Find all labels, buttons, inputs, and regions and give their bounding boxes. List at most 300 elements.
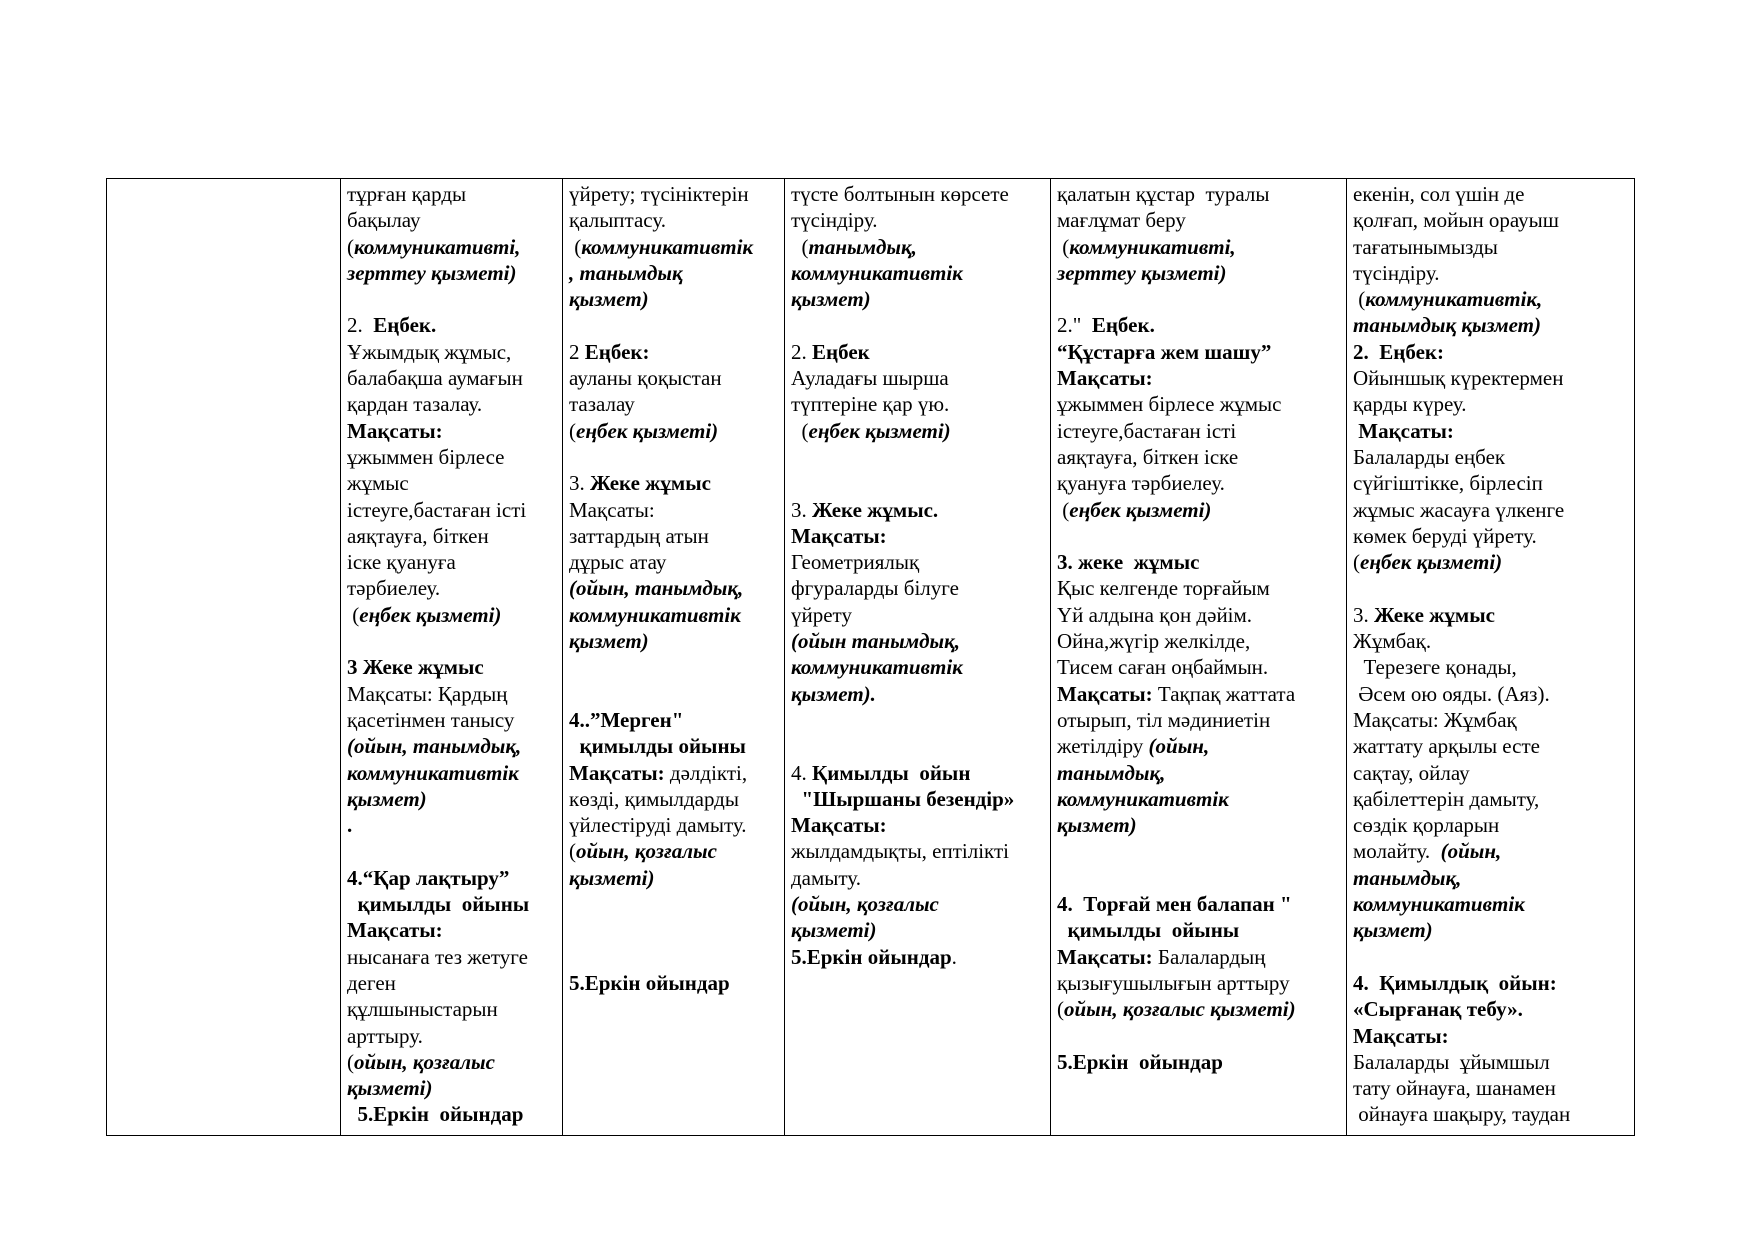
cell-line [1353, 181, 1630, 207]
text-run: қызметі) [569, 865, 655, 890]
text-run: қызмет) [569, 287, 649, 312]
text-run: танымдық, [1057, 760, 1166, 785]
text-run: 4. Қимылдық ойын: [1353, 970, 1557, 995]
cell-line [1057, 260, 1342, 286]
cell-line [1353, 575, 1630, 601]
cell-line [347, 838, 558, 864]
cell-line [791, 339, 1046, 365]
cell-line [347, 786, 558, 812]
cell-line [569, 681, 780, 707]
text-run: ( [569, 234, 582, 259]
cell-line [1057, 944, 1342, 970]
cell-line [569, 391, 780, 417]
cell-line [1057, 838, 1342, 864]
text-run: 5.Еркін ойындар [347, 1102, 524, 1127]
cell-line [1057, 339, 1342, 365]
cell-line [1353, 812, 1630, 838]
text-run: Мақсаты: [1353, 1023, 1449, 1048]
cell-line [791, 891, 1046, 917]
text-run: коммуникативтік [791, 655, 963, 680]
text-run: Қыс келгенде торғайым [1057, 576, 1270, 601]
text-run: ойын, қозғалыс [354, 1049, 495, 1074]
cell-line [347, 970, 558, 996]
text-run: қызметі) [347, 1076, 433, 1101]
text-run: Мақсаты: [1057, 366, 1153, 391]
text-run: танымдық қызмет) [1353, 313, 1541, 338]
cell-line [1353, 602, 1630, 628]
activity-cell [341, 179, 563, 1136]
text-run: (ойын, танымдық, [569, 576, 744, 601]
text-run: 3. [791, 497, 812, 522]
cell-line [1353, 654, 1630, 680]
cell-line [791, 418, 1046, 444]
text-run: Жеке жұмыс. [812, 497, 939, 522]
cell-line [1057, 760, 1342, 786]
text-run: тазалау [569, 392, 635, 417]
cell-line [1353, 681, 1630, 707]
text-run: Ұжымдық жұмыс, [347, 339, 512, 364]
text-run: нысанаға тез жетуге [347, 944, 528, 969]
text-run: Тақпақ жаттата [1157, 681, 1296, 706]
text-run: ( [347, 1049, 354, 1074]
cell-line [1353, 1023, 1630, 1049]
text-run: Мақсаты: [569, 760, 670, 785]
cell-line [1353, 733, 1630, 759]
text-run: тағатынымызды [1353, 234, 1498, 259]
text-run: 3. жеке жұмыс [1057, 550, 1200, 575]
activity-cell [1051, 179, 1347, 1136]
cell-line [791, 286, 1046, 312]
cell-line [347, 917, 558, 943]
text-run: қызмет) [1353, 918, 1433, 943]
cell-line [569, 286, 780, 312]
cell-line [569, 181, 780, 207]
text-run: Еңбек. [373, 313, 437, 338]
text-run: ұжыммен бірлесе [347, 444, 505, 469]
cell-line [347, 1049, 558, 1075]
cell-line [791, 391, 1046, 417]
text-run: 3. [1353, 602, 1374, 627]
text-run: ( [1353, 287, 1366, 312]
text-run: зерттеу қызметі) [347, 260, 517, 285]
cell-line [347, 575, 558, 601]
cell-line [347, 865, 558, 891]
text-run: қызмет) [791, 287, 871, 312]
cell-line [347, 286, 558, 312]
cell-line [791, 575, 1046, 601]
text-run: қалыптасу. [569, 208, 666, 233]
text-run: (ойын, танымдық, [347, 734, 522, 759]
activity-cell [1347, 179, 1635, 1136]
text-run: Терезеге қонады, [1353, 655, 1517, 680]
text-run: Қимылды ойын [812, 760, 971, 785]
text-run: ( [347, 234, 354, 259]
text-run: 4.“Қар лақтыру” [347, 865, 510, 890]
text-run: молайту. [1353, 839, 1441, 864]
text-run: дәлдікті, [669, 760, 748, 785]
text-run: үйрету [791, 602, 852, 627]
text-run: көмек беруді үйрету. [1353, 523, 1537, 548]
cell-line [1057, 549, 1342, 575]
text-run: Мақсаты: [1353, 418, 1454, 443]
cell-line [1057, 575, 1342, 601]
text-run: Үй алдына қон дәйім. [1057, 602, 1253, 627]
text-run: (ойын, қозғалыс [791, 892, 939, 917]
text-run: еңбек қызметі) [1069, 497, 1212, 522]
text-run: ( [791, 234, 809, 259]
cell-line [1057, 286, 1342, 312]
text-run: 2. Еңбек: [1353, 339, 1444, 364]
text-run: түптеріне қар үю. [791, 392, 950, 417]
schedule-table [106, 178, 1635, 1136]
cell-line [1353, 234, 1630, 260]
text-run: іске қуануға [347, 550, 456, 575]
cell-line [1353, 339, 1630, 365]
text-run: қызығушылығын арттыру [1057, 970, 1290, 995]
cell-line [569, 312, 780, 338]
cell-line [1057, 207, 1342, 233]
cell-line [569, 917, 780, 943]
cell-line [1057, 181, 1342, 207]
cell-line [791, 707, 1046, 733]
cell-line [791, 786, 1046, 812]
cell-line [1057, 917, 1342, 943]
text-run: істеуге,бастаған істі [1057, 418, 1237, 443]
text-run: 2." [1057, 313, 1092, 338]
cell-line [1057, 707, 1342, 733]
activity-cell [563, 179, 785, 1136]
text-run: қалатын құстар туралы [1057, 182, 1270, 206]
text-run: Мақсаты: [1057, 681, 1158, 706]
cell-line [791, 602, 1046, 628]
cell-line [791, 181, 1046, 207]
cell-line [347, 365, 558, 391]
text-run: қасетінмен танысу [347, 707, 515, 732]
text-run: коммуникативтік [569, 602, 741, 627]
cell-line [1057, 444, 1342, 470]
text-run: ойын, қозғалыс қызметі) [1064, 997, 1296, 1022]
text-run: ойнауға шақыру, таудан [1353, 1102, 1571, 1127]
cell-line [1057, 365, 1342, 391]
text-run: мағлұмат беру [1057, 208, 1186, 233]
text-run: қабілеттерін дамыту, [1353, 786, 1540, 811]
text-run: ( [1353, 550, 1360, 575]
text-run: ойын, қозғалыс [576, 839, 717, 864]
cell-line [1057, 996, 1342, 1022]
cell-line [347, 760, 558, 786]
cell-line [791, 838, 1046, 864]
cell-line [1353, 865, 1630, 891]
text-run: көзді, қимылдарды [569, 786, 739, 811]
cell-line [347, 733, 558, 759]
text-run: құлшыныстарын [347, 997, 498, 1022]
cell-line [569, 865, 780, 891]
text-run: ауланы қоқыстан [569, 366, 722, 391]
text-run: Балалардың [1157, 944, 1266, 969]
cell-line [1057, 312, 1342, 338]
text-run: "Шыршаны безендір» [791, 786, 1015, 811]
text-run: Еңбек [812, 339, 870, 364]
cell-line [1353, 523, 1630, 549]
cell-line [1057, 523, 1342, 549]
cell-line [569, 838, 780, 864]
cell-line [1057, 865, 1342, 891]
cell-line [347, 418, 558, 444]
cell-line [791, 917, 1046, 943]
text-run: дұрыс атау [569, 550, 667, 575]
cell-line [1353, 707, 1630, 733]
cell-line [569, 523, 780, 549]
text-run: сүйгіштікке, бірлесіп [1353, 471, 1543, 496]
cell-line [347, 1023, 558, 1049]
text-run: фгураларды білуге [791, 576, 959, 601]
text-run: Жеке жұмыс [1374, 602, 1495, 627]
text-run: (ойын, [1440, 839, 1502, 864]
cell-line [791, 549, 1046, 575]
text-run: Мақсаты: Жұмбақ [1353, 707, 1517, 732]
cell-line [569, 365, 780, 391]
cell-line [347, 654, 558, 680]
cell-line [791, 865, 1046, 891]
text-run: 2 [569, 339, 585, 364]
text-run: Мақсаты: [569, 497, 655, 522]
cell-line [347, 1101, 558, 1127]
text-run: сақтау, ойлау [1353, 760, 1470, 785]
cell-line [347, 628, 558, 654]
cell-line [1353, 418, 1630, 444]
text-run: “Құстарға жем шашу” [1057, 339, 1272, 364]
text-run: Ауладағы шырша [791, 366, 949, 391]
cell-line [791, 470, 1046, 496]
cell-line [1057, 470, 1342, 496]
cell-line [569, 602, 780, 628]
text-run: түсіндіру. [791, 208, 878, 233]
text-run: қызмет) [569, 629, 649, 654]
table-row [107, 179, 1635, 1136]
text-run: коммуникативтік [581, 234, 754, 259]
text-run: ұжыммен бірлесе жұмыс [1057, 392, 1282, 417]
cell-line [347, 260, 558, 286]
cell-line [569, 812, 780, 838]
cell-line [569, 786, 780, 812]
text-run: 4. [791, 760, 812, 785]
text-run: қолғап, мойын орауыш [1353, 208, 1559, 233]
cell-line [1353, 1075, 1630, 1101]
cell-line [347, 470, 558, 496]
text-run: сөздік қорларын [1353, 813, 1500, 838]
cell-line [1057, 786, 1342, 812]
cell-line [1353, 838, 1630, 864]
cell-line [1057, 970, 1342, 996]
text-run: 5.Еркін ойындар [569, 970, 730, 995]
text-run: . [347, 813, 353, 838]
cell-line [569, 497, 780, 523]
cell-line [569, 654, 780, 680]
cell-line [569, 234, 780, 260]
text-run: еңбек қызметі) [576, 418, 719, 443]
cell-line [347, 234, 558, 260]
text-run: Мақсаты: [1057, 944, 1158, 969]
cell-line [1353, 1049, 1630, 1075]
text-run: еңбек қызметі) [1360, 550, 1503, 575]
cell-line [569, 418, 780, 444]
text-run: коммуникативтік [791, 260, 963, 285]
cell-line [1057, 628, 1342, 654]
text-run: екенін, сол үшін де [1353, 182, 1525, 206]
cell-line [347, 1075, 558, 1101]
text-run: қуануға тәрбиелеу. [1057, 471, 1225, 496]
text-run: 2. [347, 313, 374, 338]
cell-line [1057, 391, 1342, 417]
text-run: (ойын танымдық, [791, 629, 960, 654]
text-run: бақылау [347, 208, 421, 233]
cell-line [1057, 654, 1342, 680]
cell-line [569, 260, 780, 286]
cell-line [569, 733, 780, 759]
cell-line [347, 707, 558, 733]
cell-line [1353, 786, 1630, 812]
cell-line [791, 523, 1046, 549]
text-run: коммуникативтік [347, 760, 519, 785]
cell-line [347, 602, 558, 628]
text-run: Балаларды еңбек [1353, 444, 1506, 469]
cell-line [1057, 891, 1342, 917]
text-run: коммуникативті, [354, 234, 521, 259]
cell-line [1057, 681, 1342, 707]
text-run: түсте болтынын көрсете [791, 182, 1009, 206]
cell-line [1057, 1049, 1342, 1075]
text-run: 2. [791, 339, 812, 364]
cell-line [569, 970, 780, 996]
cell-line [791, 234, 1046, 260]
text-run: Геометриялық [791, 550, 920, 575]
text-run: арттыру. [347, 1023, 423, 1048]
cell-line [1057, 602, 1342, 628]
text-run: ( [347, 602, 360, 627]
cell-line [569, 444, 780, 470]
cell-line [791, 365, 1046, 391]
text-run: жұмыс жасауға үлкенге [1353, 497, 1565, 522]
text-run: Мақсаты: [347, 418, 443, 443]
text-run: жаттату арқылы есте [1353, 734, 1540, 759]
text-run: түсіндіру. [1353, 260, 1440, 285]
activity-cell [785, 179, 1051, 1136]
text-run: 3. [569, 471, 590, 496]
text-run: қызмет). [791, 681, 876, 706]
text-run: Еңбек. [1091, 313, 1155, 338]
text-run: деген [347, 970, 396, 995]
cell-line [1353, 286, 1630, 312]
text-run: ( [1057, 497, 1070, 522]
cell-line [569, 628, 780, 654]
text-run: қызмет) [347, 786, 427, 811]
cell-line [569, 549, 780, 575]
text-run: қимылды ойыны [347, 892, 530, 917]
cell-line [1353, 207, 1630, 233]
cell-line [569, 470, 780, 496]
text-run: заттардың атын [569, 523, 709, 548]
text-run: , танымдық [569, 260, 683, 285]
text-run: коммуникативтік [1057, 786, 1229, 811]
cell-line [347, 891, 558, 917]
cell-line [1353, 760, 1630, 786]
text-run: үйрету; түсініктерін [569, 182, 749, 206]
text-run: 4..”Мерген" [569, 707, 684, 732]
text-run: (ойын, [1148, 734, 1210, 759]
text-run: тәрбиелеу. [347, 576, 441, 601]
text-run: қарды күреу. [1353, 392, 1467, 417]
cell-line [1353, 549, 1630, 575]
cell-line [347, 497, 558, 523]
cell-line [347, 681, 558, 707]
row-header-cell [107, 179, 341, 1136]
text-run: жетілдіру [1057, 734, 1149, 759]
cell-line [1353, 628, 1630, 654]
text-run: ( [1057, 234, 1070, 259]
cell-line [791, 681, 1046, 707]
cell-line [569, 760, 780, 786]
cell-line [1353, 260, 1630, 286]
cell-line [347, 996, 558, 1022]
cell-line [1057, 1023, 1342, 1049]
text-run: Еңбек: [584, 339, 650, 364]
cell-line [347, 312, 558, 338]
cell-line [791, 733, 1046, 759]
cell-line [347, 207, 558, 233]
cell-line [1057, 497, 1342, 523]
cell-line [347, 339, 558, 365]
cell-line [791, 497, 1046, 523]
cell-line [791, 812, 1046, 838]
cell-line [791, 260, 1046, 286]
text-run: қызмет) [1057, 813, 1137, 838]
cell-line [1057, 418, 1342, 444]
cell-line [347, 812, 558, 838]
cell-line [1353, 312, 1630, 338]
text-run: еңбек қызметі) [808, 418, 951, 443]
text-run: ( [791, 418, 809, 443]
cell-line [1057, 234, 1342, 260]
cell-line [791, 944, 1046, 970]
cell-line [1353, 891, 1630, 917]
text-run: ( [1057, 997, 1064, 1022]
cell-line [791, 628, 1046, 654]
text-run: еңбек қызметі) [359, 602, 502, 627]
text-run: коммуникативтік [1353, 892, 1525, 917]
text-run: «Сырғанақ тебу». [1353, 997, 1523, 1022]
text-run: 5.Еркін ойындар [1057, 1049, 1223, 1074]
cell-line [1353, 1101, 1630, 1127]
text-run: зерттеу қызметі) [1057, 260, 1227, 285]
cell-line [1353, 391, 1630, 417]
cell-line [347, 523, 558, 549]
text-run: аяқтауға, біткен [347, 523, 489, 548]
text-run: Мақсаты: [347, 918, 443, 943]
text-run: үйлестіруді дамыту. [569, 813, 747, 838]
cell-line [569, 207, 780, 233]
cell-line [347, 944, 558, 970]
text-run: жұмыс [347, 471, 409, 496]
text-run: жылдамдықты, ептілікті [791, 839, 1009, 864]
cell-line [347, 391, 558, 417]
text-run: істеуге,бастаған істі [347, 497, 527, 522]
cell-line [1353, 470, 1630, 496]
cell-line [1353, 497, 1630, 523]
cell-line [347, 444, 558, 470]
text-run: ( [569, 418, 576, 443]
cell-line [1353, 444, 1630, 470]
text-run: ( [569, 839, 576, 864]
